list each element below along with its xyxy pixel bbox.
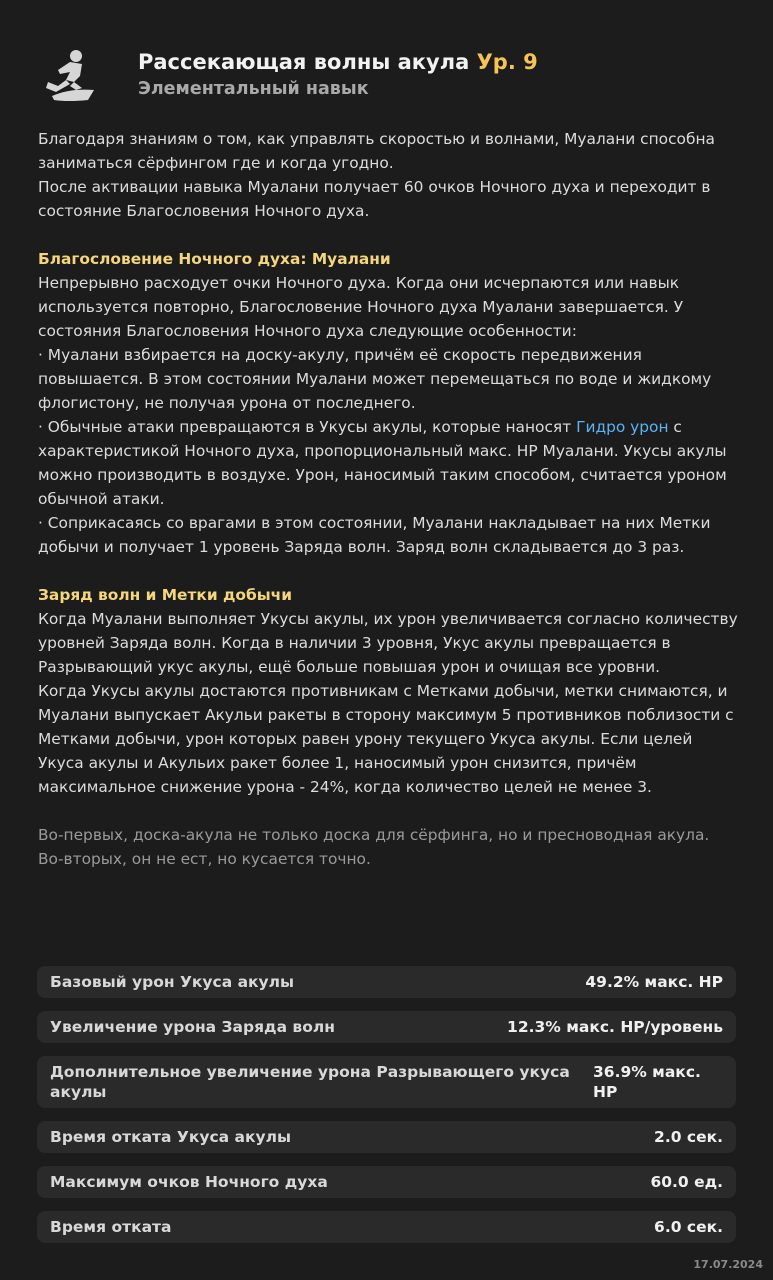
shark-surfer-icon (40, 44, 102, 106)
bullet-text: · Обычные атаки превращаются в Укусы акулы, которые наносят (38, 418, 577, 436)
stat-value: 49.2% макс. HP (585, 973, 723, 991)
stat-label: Время отката Укуса акулы (50, 1128, 291, 1146)
stat-row (37, 966, 736, 998)
stat-label: Максимум очков Ночного духа (50, 1173, 328, 1191)
stat-row (37, 1211, 736, 1243)
bullet-surfboard: · Муалани взбирается на доску-акулу, причём её скорость передвижения повышается. В этом состоянии Муалани может перемещаться по воде и жидкому флогистону, не получая урона от последнего. (38, 346, 712, 412)
skill-name: Рассекающая волны акула (138, 50, 470, 74)
stat-value: 12.3% макс. HP/уровень (507, 1018, 723, 1036)
bullet-text: с характеристикой Ночного духа, пропорциональный макс. HP Муалани. Укусы акулы можно производить в воздухе. Урон, наносимый таким способом, считается уроном обычной атаки. (38, 418, 727, 508)
skill-title (138, 48, 538, 76)
prey-marks-paragraph: Когда Укусы акулы достаются противникам с Метками добычи, метки снимаются, и Муалани выпускает Акульи ракеты в сторону максимум 5 противников поблизости с Метками добычи, урон которых равен урону текущего Укуса акулы. Если целей Укуса акулы и Акульих ракет более 1, наносимый урон снизится, причём максимальное снижение урона - 24%, когда количество целей не менее 3. (38, 682, 734, 796)
date-stamp: 17.07.2024 (693, 1258, 763, 1271)
section-heading-blessing: Благословение Ночного духа: Муалани (38, 250, 391, 268)
skill-description (38, 127, 738, 871)
skill-type: Элементальный навык (138, 79, 369, 99)
skill-header (40, 44, 538, 106)
stat-label: Базовый урон Укуса акулы (50, 973, 295, 991)
stat-row (37, 1121, 736, 1153)
stat-row (37, 1011, 736, 1043)
stats-table (37, 966, 736, 1256)
blessing-paragraph: Непрерывно расходует очки Ночного духа. Когда они исчерпаются или навык используется повторно, Благословение Ночного духа Муалани завершается. У состояния Благословения Ночного духа следующие особенности: (38, 274, 684, 340)
intro-paragraph: Благодаря знаниям о том, как управлять скоростью и волнами, Муалани способна заниматься сёрфингом где и когда угодно. (38, 130, 715, 172)
stat-row (37, 1056, 736, 1108)
hydro-damage-keyword: Гидро урон (576, 418, 669, 436)
stat-label: Увеличение урона Заряда волн (50, 1018, 335, 1036)
stat-value: 6.0 сек. (654, 1218, 723, 1236)
skill-level: Ур. 9 (476, 50, 538, 74)
wave-charge-paragraph: Когда Муалани выполняет Укусы акулы, их урон увеличивается согласно количеству уровней Заряда волн. Когда в наличии 3 уровня, Укус акулы превращается в Разрывающий укус акулы, ещё больше повышая урон и очищая все уровни. (38, 610, 738, 676)
stat-value: 60.0 ед. (650, 1173, 723, 1191)
bullet-marks: · Соприкасаясь со врагами в этом состоянии, Муалани накладывает на них Метки добычи и получает 1 уровень Заряда волн. Заряд волн складывается до 3 раз. (38, 514, 711, 556)
bullet-shark-bite (38, 415, 738, 511)
stat-label: Время отката (50, 1218, 172, 1236)
flavor-text: Во-первых, доска-акула не только доска для сёрфинга, но и пресноводная акула. Во-вторых, он не ест, но кусается точно. (38, 826, 710, 868)
stat-value: 2.0 сек. (654, 1128, 723, 1146)
section-heading-wave-charge: Заряд волн и Метки добычи (38, 586, 293, 604)
stat-value: 36.9% макс. HP (593, 1063, 701, 1101)
activation-paragraph: После активации навыка Муалани получает 60 очков Ночного духа и переходит в состояние Благословения Ночного духа. (38, 178, 711, 220)
stat-row (37, 1166, 736, 1198)
stat-label: Дополнительное увеличение урона Разрывающего укуса акулы (50, 1063, 570, 1101)
